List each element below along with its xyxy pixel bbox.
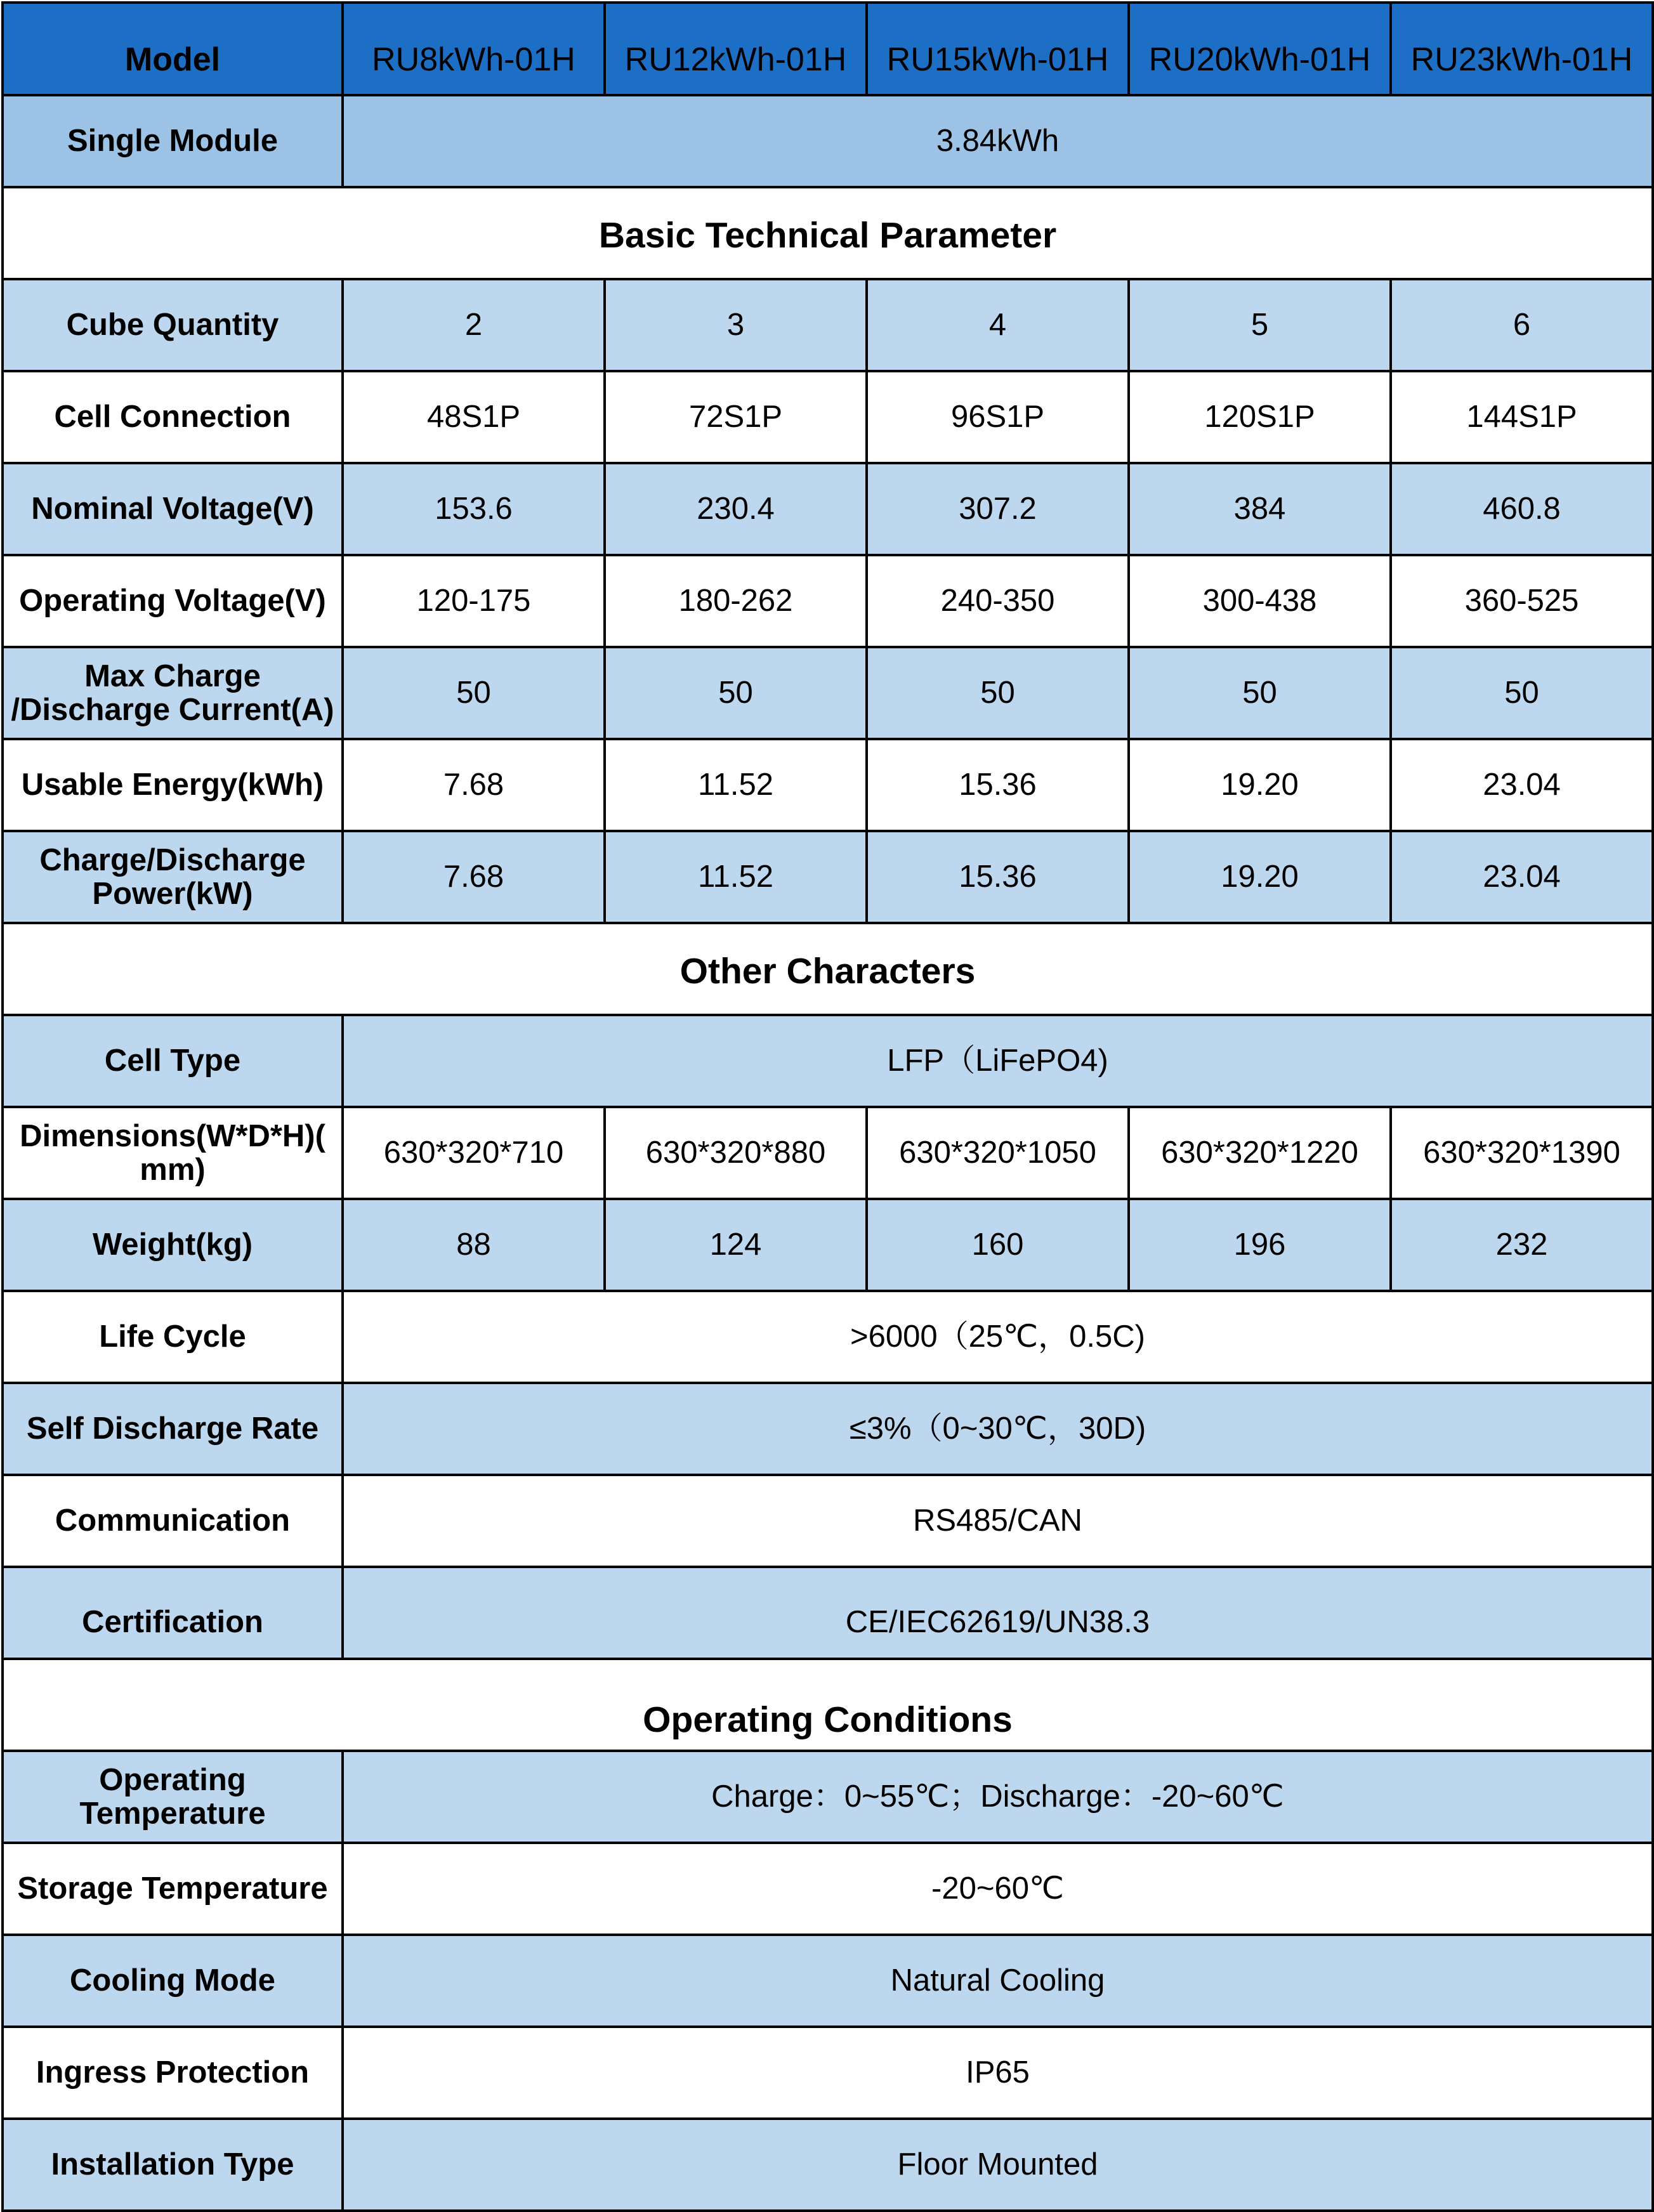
single-module-row	[3, 95, 1653, 187]
table-cell: 384	[1129, 463, 1391, 555]
row-label	[3, 831, 343, 923]
table-cell: 160	[867, 1199, 1129, 1291]
table-cell: 50	[1129, 647, 1391, 739]
single-module-value: 3.84kWh	[343, 95, 1653, 187]
model-header-cell: RU12kWh-01H	[605, 3, 867, 95]
row-label: Cell Connection	[3, 371, 343, 463]
row-label: Life Cycle	[3, 1291, 343, 1383]
table-row	[3, 1751, 1653, 1843]
row-label-line: Charge/Discharge	[39, 842, 306, 877]
model-header-cell: RU15kWh-01H	[867, 3, 1129, 95]
table-row	[3, 463, 1653, 555]
table-cell: 50	[867, 647, 1129, 739]
table-row	[3, 1015, 1653, 1107]
table-row	[3, 647, 1653, 739]
table-cell: 300-438	[1129, 555, 1391, 647]
table-cell: 23.04	[1391, 831, 1653, 923]
table-cell: LFP（LiFePO4)	[343, 1015, 1653, 1107]
table-row	[3, 1843, 1653, 1935]
table-cell: 23.04	[1391, 739, 1653, 831]
section-title-operating: Operating Conditions	[3, 1659, 1653, 1751]
row-label: Usable Energy(kWh)	[3, 739, 343, 831]
table-cell: 7.68	[343, 831, 605, 923]
row-label-line: Max Charge	[84, 658, 261, 693]
table-cell: 240-350	[867, 555, 1129, 647]
table-cell: 15.36	[867, 739, 1129, 831]
row-label: Cooling Mode	[3, 1935, 343, 2027]
table-row	[3, 2119, 1653, 2211]
section-title-other: Other Characters	[3, 923, 1653, 1015]
table-cell: 630*320*1050	[867, 1107, 1129, 1199]
model-header-label: Model	[3, 3, 343, 95]
table-row	[3, 1935, 1653, 2027]
table-cell: 120S1P	[1129, 371, 1391, 463]
table-cell: ≤3%（0~30℃，30D)	[343, 1383, 1653, 1475]
row-label: Operating Voltage(V)	[3, 555, 343, 647]
table-row	[3, 1291, 1653, 1383]
table-cell: Charge：0~55℃；Discharge：-20~60℃	[343, 1751, 1653, 1843]
row-label	[3, 647, 343, 739]
row-label: Storage Temperature	[3, 1843, 343, 1935]
table-row	[3, 1199, 1653, 1291]
table-row	[3, 371, 1653, 463]
table-cell: Natural Cooling	[343, 1935, 1653, 2027]
table-row	[3, 831, 1653, 923]
table-cell: 72S1P	[605, 371, 867, 463]
table-cell: 7.68	[343, 739, 605, 831]
row-label-line: Operating	[99, 1762, 246, 1797]
table-row	[3, 739, 1653, 831]
row-label-line: Temperature	[79, 1796, 266, 1831]
table-cell: 96S1P	[867, 371, 1129, 463]
table-cell: 11.52	[605, 831, 867, 923]
table-cell: 11.52	[605, 739, 867, 831]
table-cell: 15.36	[867, 831, 1129, 923]
row-label: Installation Type	[3, 2119, 343, 2211]
row-label: Single Module	[3, 95, 343, 187]
table-cell: 460.8	[1391, 463, 1653, 555]
table-row	[3, 1107, 1653, 1199]
row-label	[3, 1107, 343, 1199]
table-row	[3, 1383, 1653, 1475]
table-cell: 630*320*710	[343, 1107, 605, 1199]
table-cell: 230.4	[605, 463, 867, 555]
row-label-line: mm)	[140, 1152, 206, 1187]
row-label: Communication	[3, 1475, 343, 1567]
table-row	[3, 1475, 1653, 1567]
table-row	[3, 279, 1653, 371]
table-row	[3, 1567, 1653, 1659]
row-label: Self Discharge Rate	[3, 1383, 343, 1475]
header-row	[3, 3, 1653, 95]
table-cell: 630*320*1220	[1129, 1107, 1391, 1199]
table-cell: 180-262	[605, 555, 867, 647]
table-cell: 630*320*880	[605, 1107, 867, 1199]
table-cell: -20~60℃	[343, 1843, 1653, 1935]
table-cell: 3	[605, 279, 867, 371]
table-row	[3, 555, 1653, 647]
table-cell: 196	[1129, 1199, 1391, 1291]
table-cell: CE/IEC62619/UN38.3	[343, 1567, 1653, 1659]
table-cell: 5	[1129, 279, 1391, 371]
table-cell: 4	[867, 279, 1129, 371]
row-label: Certification	[3, 1567, 343, 1659]
table-cell: RS485/CAN	[343, 1475, 1653, 1567]
table-cell: 307.2	[867, 463, 1129, 555]
table-cell: >6000（25℃，0.5C)	[343, 1291, 1653, 1383]
row-label: Nominal Voltage(V)	[3, 463, 343, 555]
table-cell: 88	[343, 1199, 605, 1291]
row-label: Cell Type	[3, 1015, 343, 1107]
section-row	[3, 187, 1653, 279]
spec-table	[1, 1, 1654, 2212]
row-label: Cube Quantity	[3, 279, 343, 371]
table-cell: 153.6	[343, 463, 605, 555]
model-header-cell: RU8kWh-01H	[343, 3, 605, 95]
row-label-line: /Discharge Current(A)	[11, 692, 334, 727]
row-label: Weight(kg)	[3, 1199, 343, 1291]
row-label-line: Dimensions(W*D*H)(	[20, 1118, 325, 1153]
table-cell: 232	[1391, 1199, 1653, 1291]
section-title-basic: Basic Technical Parameter	[3, 187, 1653, 279]
table-cell: 50	[343, 647, 605, 739]
table-cell: 2	[343, 279, 605, 371]
table-cell: 360-525	[1391, 555, 1653, 647]
table-cell: 19.20	[1129, 739, 1391, 831]
model-header-cell: RU23kWh-01H	[1391, 3, 1653, 95]
table-cell: 120-175	[343, 555, 605, 647]
table-cell: 144S1P	[1391, 371, 1653, 463]
table-cell: 6	[1391, 279, 1653, 371]
table-cell: 124	[605, 1199, 867, 1291]
table-row	[3, 2027, 1653, 2119]
table-cell: 50	[1391, 647, 1653, 739]
row-label-line: Power(kW)	[92, 876, 253, 911]
row-label: Ingress Protection	[3, 2027, 343, 2119]
table-cell: Floor Mounted	[343, 2119, 1653, 2211]
table-cell: 630*320*1390	[1391, 1107, 1653, 1199]
table-cell: IP65	[343, 2027, 1653, 2119]
model-header-cell: RU20kWh-01H	[1129, 3, 1391, 95]
section-row	[3, 1659, 1653, 1751]
section-row	[3, 923, 1653, 1015]
row-label	[3, 1751, 343, 1843]
table-cell: 48S1P	[343, 371, 605, 463]
table-cell: 19.20	[1129, 831, 1391, 923]
table-cell: 50	[605, 647, 867, 739]
